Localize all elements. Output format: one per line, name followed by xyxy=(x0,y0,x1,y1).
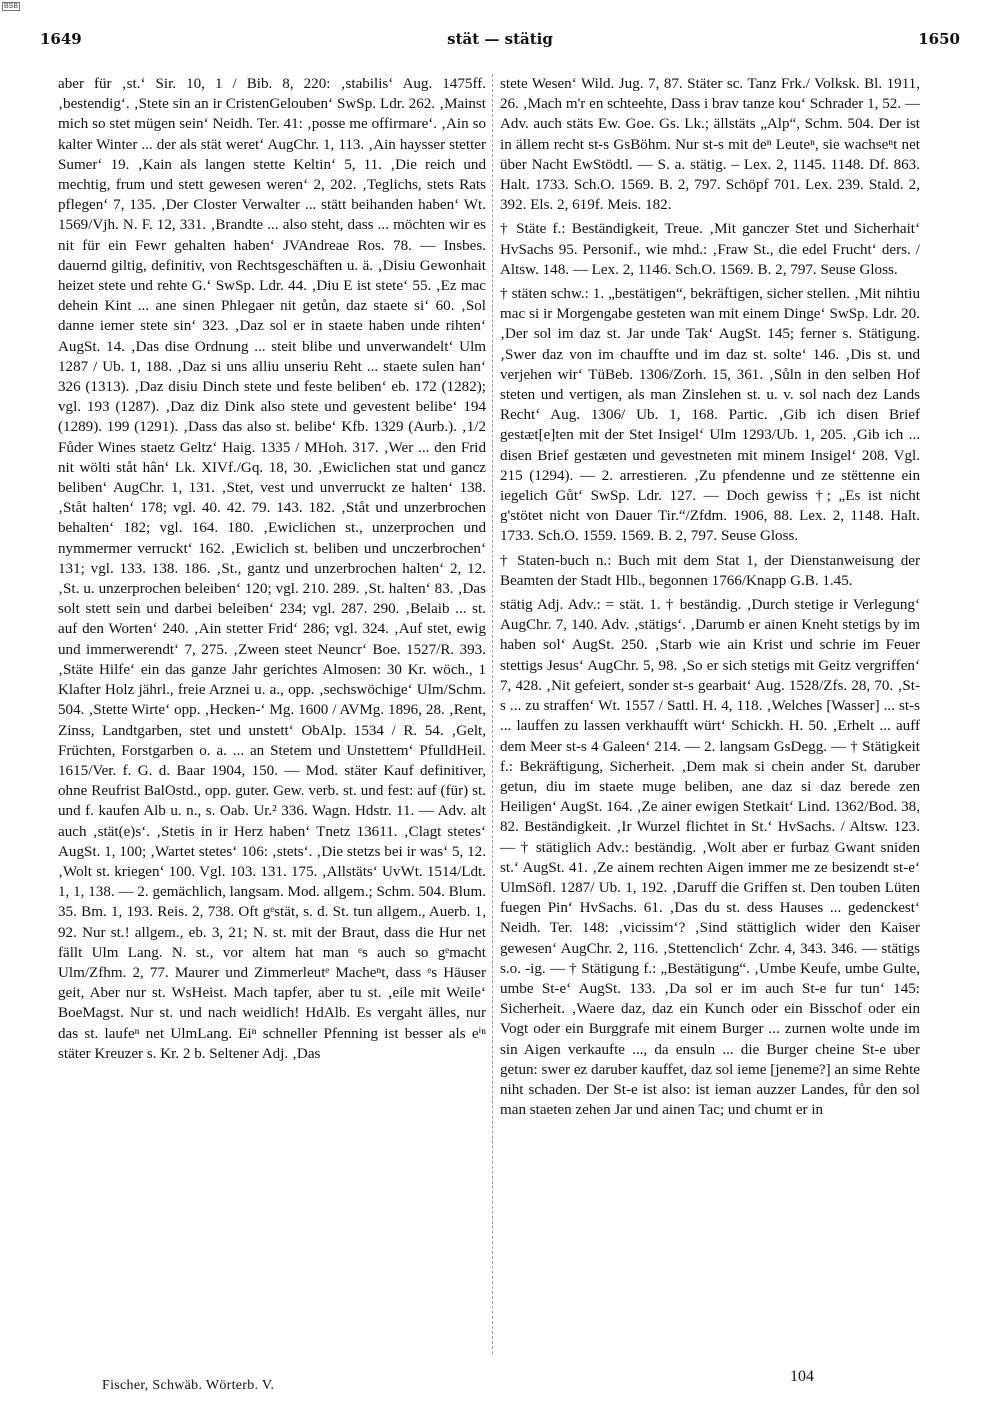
entry-staetig: stätig Adj. Adv.: = stät. 1. † beständig. ‚Durch stetige ir Verlegung‘ AugChr. 7, 140. Adv. ‚stätigs‘. ‚Darumb er ainen Kneht stetigs by im haben sol‘ AugSt. 250. ‚Starb wie ain Krist und schrie im Feuer stettigs Jesus‘ AugChr. 5, 98. ‚So er sich stetigs mit Geitz vergriffen‘ 7, 428. ‚Nit gefeiert, sonder st-s gearbait‘ Aug. 1528/Zfs. 28, 70. ‚St-s ... zu straffen‘ Wt. 1557 / Sattl. H. 4, 118. ‚Welches [Wasser] ... st-s ... lauffen zu lassen verkhaufft würt‘ Schickh. H. 50. ‚Erhelt ... auff dem Meer st-s 4 Galeen‘ 214. — 2. langsam GsDegg. — † Stätigkeit f.: Bekräftigung, Sicherheit. ‚Dem mak si chein ander St. daruber getun, diu im staete muge beliben, ane daz si daz berede zen Heiligen‘ AugSt. 164. ‚Ze ainer ewigen Stetkait‘ Lind. 1362/Bod. 38, 82. Beständigkeit. ‚Ir Wurzel flichtet in St.‘ HvSachs. / Altsw. 123. — † stätiglich Adv.: beständig. ‚Wolt aber er furbaz Gwant sniden st.‘ AugSt. 41. ‚Ze ainem rechten Aigen immer me ze besizendt st-e‘ UlmSöfl. 1287/ Ub. 1, 192. ‚Daruff die Griffen st. Den touben Lüten fuegen Pin‘ HvSachs. 61. ‚Das du st. dess Hauses ... gedenckest‘ Neidh. Ter. 148: ‚vicissim‘? ‚Sind stättiglich wider den Kaiser gewesen‘ AugChr. 2, 116. ‚Stettenclich‘ Zchr. 4, 343. 346. — stätigs s.o. -ig. — † Stätigung f.: „Bestätigung“. ‚Umbe Keufe, umbe Gulte, umbe St-e‘ AugSt. 133. ‚Da sol er im auch St-e fur tun‘ 145: Sicherheit. ‚Waere daz, daz ein Kunch oder ein Bisschof oder ein Vogt oder ein Burggrafe mit einem Burger ... zurnen wolte unde im sin Aigen verkaufte ..., da ensuln ... die Burger cheine St-e uber getun: swer ez daruber kauffet, daz sol ieme [jeneme?] an sime Rehte niht schaden. Der St-e ist also: ist ieman auzzer Landes, fůr den sol man staeten zehen Jar und ainen Tac; und chumt er in xyxy=(500,597,920,1119)
running-title: stät — stätig xyxy=(447,30,553,48)
entry-staet-continued: stete Wesen‘ Wild. Jug. 7, 87. Stäter sc. Tanz Frk./ Volksk. Bl. 1911, 26. ‚Mach m'r en schteehte, Dass i brav tanze kou‘ Schrader 1, 52. — Adv. auch stäts Ew. Goe. Gs. Lk.; ällstäts „Alp“, Schm. 504. Der ist in ällem recht st-s GsBöhm. Nur st-s mit deⁿ Leuteⁿ, sie wachseⁿt net über Nacht EwStödtl. — S. a. stätig. – Lex. 2, 1145. 1148. Df. 863. Halt. 1733. Sch.O. 1569. B. 2, 797. Schöpf 701. Lex. 239. Stald. 2, 392. Els. 2, 619f. Meis. 182. xyxy=(500,76,920,214)
entry-statenbuch: † Staten-buch n.: Buch mit dem Stat 1, der Dienstanweisung der Beamten der Stadt Hlb., begonnen 1766/Knapp G.B. 1.45. xyxy=(500,552,920,589)
entry-staete: † Stäte f.: Beständigkeit, Treue. ‚Mit ganczer Stet und Sicherhait‘ HvSachs 95. Personif., wie mhd.: ‚Fraw St., die edel Frucht‘ ders. / Altsw. 148. — Lex. 2, 1146. Sch.O. 1569. B. 2, 797. Seuse Gloss. xyxy=(500,221,920,278)
page-number-left: 1649 xyxy=(40,30,82,48)
left-column xyxy=(58,74,486,1068)
column-divider xyxy=(492,74,493,1354)
right-column xyxy=(500,74,920,1124)
library-stamp: BSB xyxy=(4,3,19,10)
left-column-paragraph: aber für ‚st.‘ Sir. 10, 1 / Bib. 8, 220: ‚stabilis‘ Aug. 1475ff. ‚bestendig‘. ‚Stete sin an ir CristenGelouben‘ SwSp. Ldr. 262. ‚Mainst mich so stet mügen sein‘ Neidh. Ter. 41: ‚posse me offirmare‘. ‚Ain so kalter Winter ... der als stät weret‘ AugChr. 1, 113. ‚Ain haysser stetter Sumer‘ 19. ‚Kain als langen stette Keltin‘ 5, 11. ‚Die reich und mechtig, frum und stett gewesen weren‘ 2, 202. ‚Teglichs, stets Rats pflegen‘ 7, 135. ‚Der Closter Verwalter ... stätt beihanden haben‘ Wt. 1569/Vjh. N. F. 12, 331. ‚Brandte ... also steht, dass ... möchten wir es nit für ein Fewr gehalten haben‘ JVAndreae Ros. 78. — Insbes. dauernd giltig, definitiv, von Rechtsgeschäften u. ä. ‚Disiu Gewonhait heizet stete und rehte G.‘ SwSp. Ldr. 44. ‚Diu E ist stete‘ 55. ‚Ez mac dehein Kint ... ane sinen Phlegaer nit getůn, daz staete si‘ 60. ‚Sol danne iemer stete sin‘ 323. ‚Daz sol er in staete haben unde rihten‘ AugSt. 14. ‚Das dise Ordnung ... steit blibe und unverwandelt‘ Ulm 1287 / Ub. 1, 188. ‚Daz si uns alliu unseriu Reht ... staete sulen han‘ 326 (1313). ‚Daz disiu Dinch stete und feste beliben‘ eb. 172 (1282); vgl. 193 (1287). ‚Daz diz Dink also stete und gevestent belibe‘ 194 (1289). 199 (1291). ‚Dass das also st. belibe‘ Kfb. 1329 (Aurb.). ‚1/2 Fůder Wines staetz Geltz‘ Haig. 1335 / MHoh. 317. ‚Wer ... den Frid nit wölti ståt hân‘ Lk. XIVf./Gq. 18, 30. ‚Ewiclichen stat und gancz beliben‘ AugChr. 1, 131. ‚Stet, vest und unverruckt ze halten‘ 138. ‚Ståt halten‘ 178; vgl. 40. 42. 79. 143. 182. ‚Ståt und unzerbrochen behalten‘ 182; vgl. 164. 180. ‚Ewiclichen st., unzerprochen und nymmermer verruckt‘ 162. ‚Ewiclich st. beliben und unczerbrochen‘ 131; vgl. 133. 138. 186. ‚St., gantz und unzerbrochen halten‘ 2, 12. ‚St. u. unzerprochen beleiben‘ 120; vgl. 210. 289. ‚St. halten‘ 83. ‚Das solt stett sein und darbei beleiben‘ 234; vgl. 287. 290. ‚Belaib ... st. auf den Worten‘ 240. ‚Ain stetter Frid‘ 286; vgl. 324. ‚Auf stet, ewig und immerwerendt‘ 7, 275. ‚Zween steet Neuncr‘ Boe. 1527/R. 393. ‚Stäte Hilfe‘ ein das ganze Jahr gerichtes Almosen: 30 Kr. wöch., 1 Klafter Holz jährl., freie Arznei u. a., opp. ‚sechswöchige‘ Ulm/Schm. 504. ‚Stette Wirte‘ opp. ‚Hecken-‘ Mg. 1600 / AVMg. 1896, 28. ‚Rent, Zinss, Landtgarben, stet und unstett‘ ObAlp. 1534 / R. 54. ‚Gelt, Früchten, Forstgarben o. a. ... an Stetem und Unstettem‘ PfulldHeil. 1615/Ver. f. G. d. Baar 1904, 150. — Mod. stäter Kauf definitiver, ohne Reufrist BalOstd., opp. guter. Gew. verb. st. und fest: auf (für) st. und f. kaufen Alb u. n., s. Oab. Ur.² 336. Wagn. Hdstr. 11. — Adv. alt auch ‚stät(e)s‘. ‚Stetis in ir Herz haben‘ Tnetz 13611. ‚Clagt stetes‘ AugSt. 1, 100; ‚Wartet stetes‘ 106: ‚stets‘. ‚Die stetzs bei ir was‘ 5, 12. ‚Wolt st. kriegen‘ 100. Vgl. 103. 131. 175. ‚Allstäts‘ UvWt. 1514/Ldt. 1, 1, 138. — 2. gemächlich, langsam. Mod. allgem.; Schm. 504. Blum. 35. Bm. 1, 193. Reis. 2, 738. Oft gᵉstät, s. d. St. tun allgem., Auerb. 1, 92. Nur st.! allgem., eb. 3, 21; N. st. mit der Braut, dass die Hur net fällt Ulm Lang. N. st., vor altem hat man ᵉs auch so gᵉmacht Ulm/Zfhm. 2, 77. Maurer und Zimmerleutᵉ Macheⁿt, dass ᵉs Häuser geit, Aber nur st. WsHeist. Mach tapfer, aber tu st. ‚eile mit Weile‘ BoeMagst. Nur st. und nach weidlich! HdAlb. Es vergaht älles, nur das st. laufeⁿ net UlmLang. Eiⁿ schneller Pfenning ist besser als eⁱⁿ stäter Kreuzer s. Kr. 2 b. Seltener Adj. ‚Das xyxy=(58,76,486,1062)
footer-author: Fischer, Schwäb. Wörterb. V. xyxy=(102,1378,275,1393)
entry-staeten: † stäten schw.: 1. „bestätigen“, bekräftigen, sicher stellen. ‚Mit nihtiu mac si ir Morgengabe gesteten wan mit einem Dinge‘ SwSp. Ldr. 20. ‚Der sol im daz st. Jar unde Tak‘ AugSt. 145; ferner s. Stätigung. ‚Swer daz von im chauffte und im daz st. solte‘ 146. ‚Dis st. und verjehen wir‘ TüBeb. 1306/Zorh. 15, 361. ‚Sůln in den selben Hof steten und vertigen, als man Zinslehen st. u. v. sol nach dez Lands Recht‘ Aug. 1306/ Ub. 1, 168. Partic. ‚Gib ich disen Brief gestæt[e]ten mit der Stet Insigel‘ Ulm 1293/Ub. 1, 205. ‚Gib ich ... disen Brief gestæten und gevestneten mit minem Insigel‘ 208. Vgl. 215 (1294). — 2. arrestieren. ‚Zu pfendenne und ze stëttenne ein iegelich Gůt‘ SwSp. Ldr. 127. — Doch gewiss †; „Es ist nicht g'stötet nicht von Dauer Tir.“/Zfdm. 1906, 88. Lex. 2, 1148. Halt. 1733. Sch.O. 1559. 1569. B. 2, 797. Seuse Gloss. xyxy=(500,286,920,545)
page-header xyxy=(40,30,960,52)
page-number-right: 1650 xyxy=(918,30,960,48)
footer-signature: 104 xyxy=(790,1368,814,1385)
